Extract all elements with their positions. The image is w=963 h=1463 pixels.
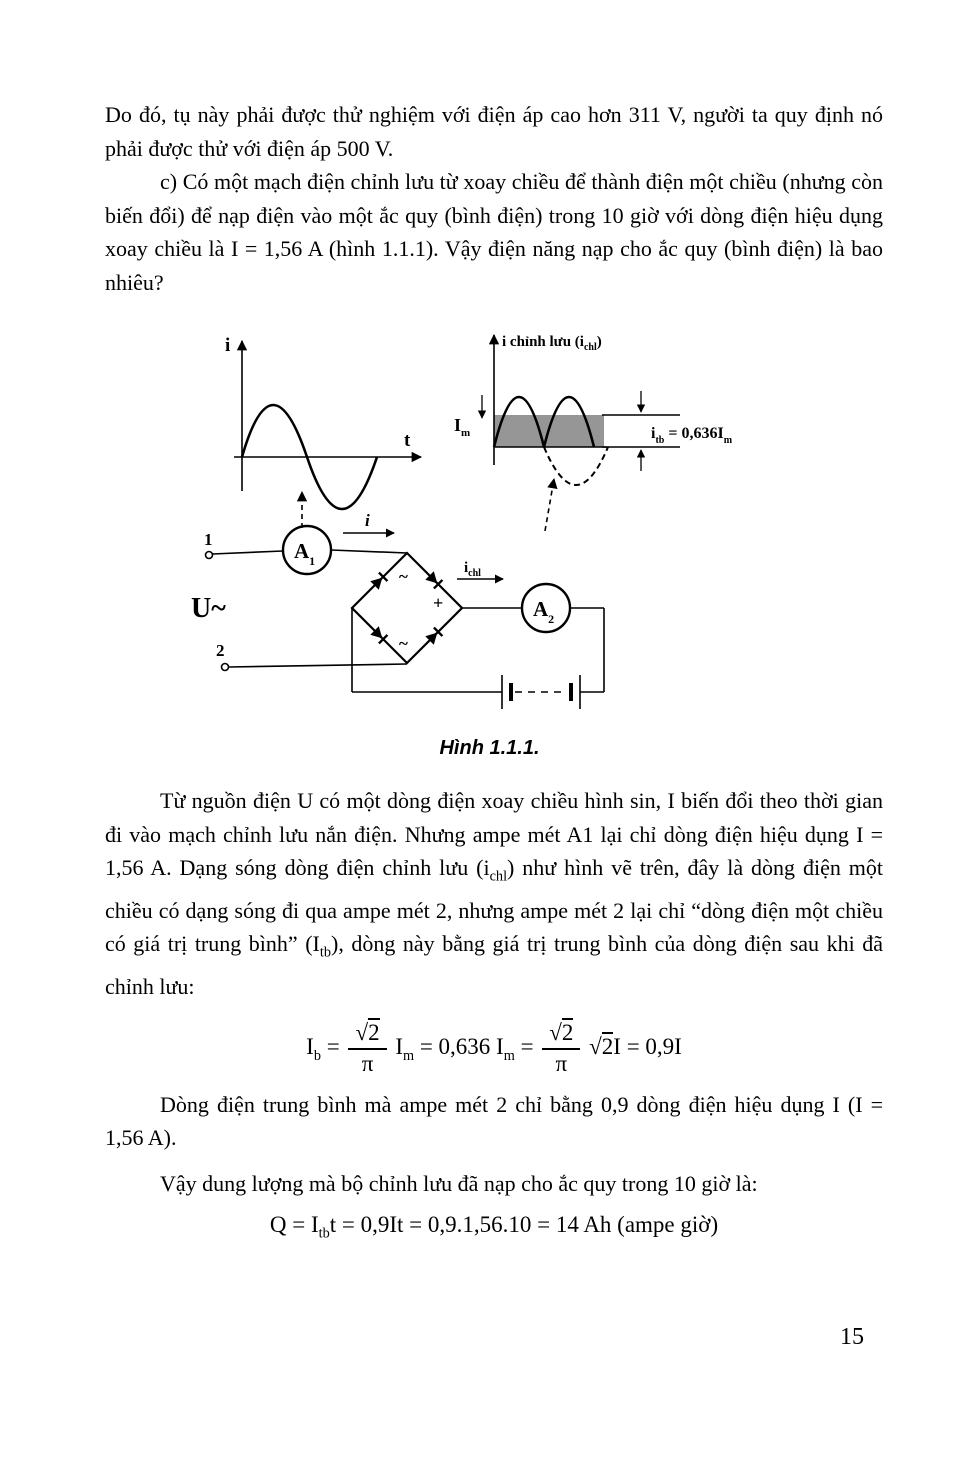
figure-lines [206,335,681,709]
label-rectified-current-title: i chỉnh lưu $(i_{chl})$ [502,334,602,353]
formula1-im-sub: m [402,1047,415,1064]
label-ichl: $i_{chl}$ [464,560,481,579]
formula1-lhs-sub: b [313,1047,321,1064]
subscript-chl: chl [489,868,508,885]
formula1-im: I [389,1034,403,1059]
paragraph-problem-c [105,165,883,299]
formula1-eq3: = [514,1034,540,1059]
paragraph-explanation-run1: Từ nguồn điện U có một dòng điện xoay chiều hình sin, I biến đổi theo thời gian đi vào mạch chỉnh lưu nắn điện. Nhưng ampe mét A1 lại chỉ dòng điện hiệu dụng I = 1,56 A. Dạng sóng dòng điện chỉnh lưu (i [105,788,883,880]
label-im: $I_m$ [454,415,471,439]
formula-average-current [105,1020,883,1078]
fraction-sqrt2-over-pi [539,1020,583,1078]
formula1-eq2-sub: m [503,1047,515,1064]
label-ammeter-2: $A_2$ [533,597,555,626]
denominator-pi: π [555,1051,568,1077]
formula1-result: I = 0,9I [613,1034,682,1059]
label-ac-source: U~ [191,593,226,624]
fraction-sqrt2-over-pi [345,1020,389,1078]
rectifier-circuit-diagram [177,325,802,725]
subscript-tb: tb [319,944,331,961]
label-axis-i: i [225,335,231,356]
formula2-sub-tb: tb [318,1225,330,1242]
paragraph-capacity-intro-text: Vậy dung lượng mà bộ chỉnh lưu đã nạp cho ắc quy trong 10 giờ là: [160,1170,758,1196]
dashed-negative-halfwave [544,447,608,485]
wire-a1-bridge [331,550,407,553]
page-content [105,98,883,1253]
a2-dashed-pointer-arrow [545,479,554,531]
radical-sign: √ [583,1034,602,1059]
label-ammeter-1: $A_1$ [294,539,316,568]
formula1-lhs: I [306,1034,314,1059]
label-itb-value: $i_{tb} = 0,636I_m$ [651,425,733,446]
label-current-i: i [365,511,370,530]
paragraph-problem-c-text: c) Có một mạch điện chỉnh lưu từ xoay chiều để thành điện một chiều (nhưng còn biến đổi) để nạp điện vào một ắc quy (bình điện) trong 10 giờ với dòng điện hiệu dụng xoay chiều là I = 1,56 A (hình 1.1.1). Vậy điện năng nạp cho ắc quy (bình điện) là bao nhiêu? [105,169,883,295]
paragraph-average-value [105,1088,883,1155]
formula2-result: t = 0,9It = 0,9.1,56.10 = 14 Ah (ampe giờ) [329,1212,719,1238]
wire-terminal2-bridge [229,664,408,667]
terminal-2-node [222,664,229,671]
paragraph-explanation [105,784,883,1004]
formula-charge-capacity [105,1212,883,1243]
label-terminal-2: 2 [216,641,225,660]
radical-sign: √ [355,1019,369,1045]
paragraph-average-value-text: Dòng điện trung bình mà ampe mét 2 chỉ bằng 0,9 dòng điện hiệu dụng I (I = 1,56 A). [105,1091,883,1151]
page-number: 15 [840,1324,864,1350]
radicand: 2 [601,1034,614,1059]
radicand: 2 [368,1019,380,1045]
figure-1-1-1 [177,325,802,760]
paragraph-capacitor [105,98,883,165]
wire-terminal1-a1 [213,551,284,554]
radical-sign: √ [549,1019,562,1045]
figure-caption: Hình 1.1.1. [439,737,540,759]
label-tilde-top: ~ [399,567,408,586]
label-tilde-bottom: ~ [399,634,408,653]
terminal-1-node [206,552,213,559]
label-plus: + [433,593,444,613]
paragraph-capacitor-text: Do đó, tụ này phải được thử nghiệm với điện áp cao hơn 311 V, người ta quy định nó phải được thử với điện áp 500 V. [105,102,883,161]
label-terminal-1: 1 [204,530,213,549]
formula1-eq1: = [320,1034,346,1059]
formula2-lhs: Q = I [269,1212,319,1238]
radicand: 2 [561,1019,574,1045]
paragraph-explanation-run3: ), dòng này bằng giá trị trung bình của dòng điện sau khi đã chỉnh lưu: [105,931,883,1000]
formula1-eq2: = 0,636 I [414,1034,504,1059]
denominator-pi: π [361,1051,374,1077]
paragraph-capacity-intro [105,1167,883,1201]
label-axis-t: t [404,430,411,451]
paragraph-explanation-run2: ) như hình vẽ trên, đây là dòng điện một chiều có dạng sóng đi qua ampe mét 2, nhưng ampe mét 2 lại chỉ “dòng điện một chiều có giá trị trung bình” (I [105,855,883,957]
